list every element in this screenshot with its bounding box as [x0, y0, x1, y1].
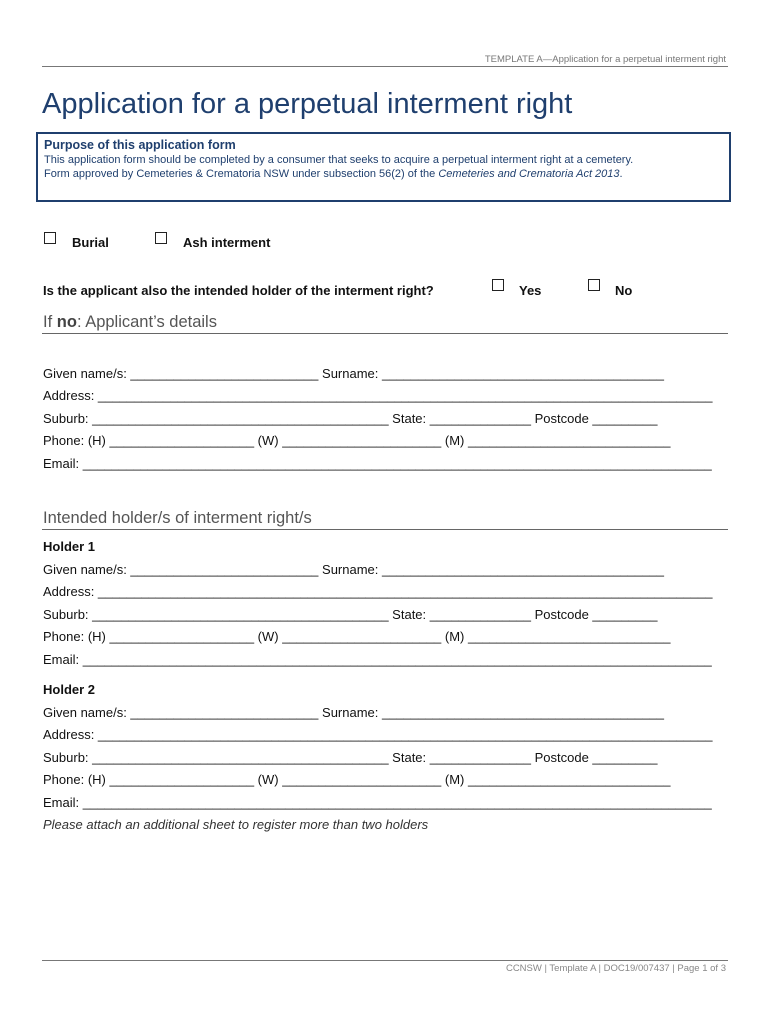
additional-holders-note: Please attach an additional sheet to register more than two holders: [43, 817, 429, 832]
holder-2-email-field[interactable]: Email: _______________________________________________________________________________________: [43, 795, 712, 810]
ash-interment-label: Ash interment: [183, 235, 271, 250]
holder-1-email-field[interactable]: Email: _______________________________________________________________________________________: [43, 652, 712, 667]
approval-suffix: .: [619, 168, 623, 180]
applicant-section-rule: [42, 333, 728, 334]
yes-checkbox[interactable]: [492, 279, 504, 291]
applicant-email-field[interactable]: Email: _______________________________________________________________________________________: [43, 456, 712, 471]
page-title: Application for a perpetual interment right: [42, 88, 573, 120]
no-checkbox[interactable]: [588, 279, 600, 291]
holder-2-phone-field[interactable]: Phone: (H) ____________________ (W) ______________________ (M) ____________________________: [43, 772, 671, 787]
purpose-box: [36, 132, 731, 202]
burial-checkbox[interactable]: [44, 232, 56, 244]
purpose-description: This application form should be completed by a consumer that seeks to acquire a perpetual interment right at a cemetery.: [44, 154, 634, 166]
holder-2-title: Holder 2: [43, 682, 96, 697]
header-template-label: TEMPLATE A—Application for a perpetual interment right: [484, 54, 726, 65]
holder-2-suburb-field[interactable]: Suburb: _________________________________________ State: ______________ Postcode _________: [43, 750, 658, 765]
heading-suffix: : Applicant’s details: [76, 313, 217, 331]
burial-label: Burial: [72, 235, 109, 250]
holders-section-rule: [42, 529, 728, 530]
applicant-name-field[interactable]: Given name/s: __________________________ Surname: _______________________________________: [43, 366, 664, 381]
act-name: Cemeteries and Crematoria Act 2013: [438, 168, 620, 180]
approval-prefix: Form approved by Cemeteries & Crematoria NSW under subsection 56(2) of the: [44, 168, 439, 180]
holder-1-title: Holder 1: [43, 539, 96, 554]
applicant-phone-field[interactable]: Phone: (H) ____________________ (W) ______________________ (M) ____________________________: [43, 433, 671, 448]
applicant-address-field[interactable]: Address: _____________________________________________________________________________________: [43, 388, 713, 403]
applicant-section-heading: [43, 313, 217, 332]
holder-question: Is the applicant also the intended holder of the interment right?: [43, 283, 434, 298]
footer-text: CCNSW | Template A | DOC19/007437 | Page 1 of 3: [505, 963, 726, 974]
holder-2-address-field[interactable]: Address: _____________________________________________________________________________________: [43, 727, 713, 742]
heading-no: no: [56, 313, 77, 331]
holder-1-name-field[interactable]: Given name/s: __________________________ Surname: _______________________________________: [43, 562, 664, 577]
footer-rule: [42, 960, 728, 961]
purpose-approval: [44, 167, 723, 181]
purpose-heading: Purpose of this application form: [44, 138, 236, 152]
holders-section-heading: Intended holder/s of interment right/s: [43, 509, 312, 527]
yes-label: Yes: [519, 283, 542, 298]
header-rule: [42, 66, 728, 67]
heading-prefix: If: [43, 313, 57, 331]
holder-1-address-field[interactable]: Address: _____________________________________________________________________________________: [43, 584, 713, 599]
applicant-suburb-field[interactable]: Suburb: _________________________________________ State: ______________ Postcode _________: [43, 411, 658, 426]
no-label: No: [615, 283, 633, 298]
holder-1-suburb-field[interactable]: Suburb: _________________________________________ State: ______________ Postcode _________: [43, 607, 658, 622]
ash-interment-checkbox[interactable]: [155, 232, 167, 244]
holder-2-name-field[interactable]: Given name/s: __________________________ Surname: _______________________________________: [43, 705, 664, 720]
holder-1-phone-field[interactable]: Phone: (H) ____________________ (W) ______________________ (M) ____________________________: [43, 629, 671, 644]
